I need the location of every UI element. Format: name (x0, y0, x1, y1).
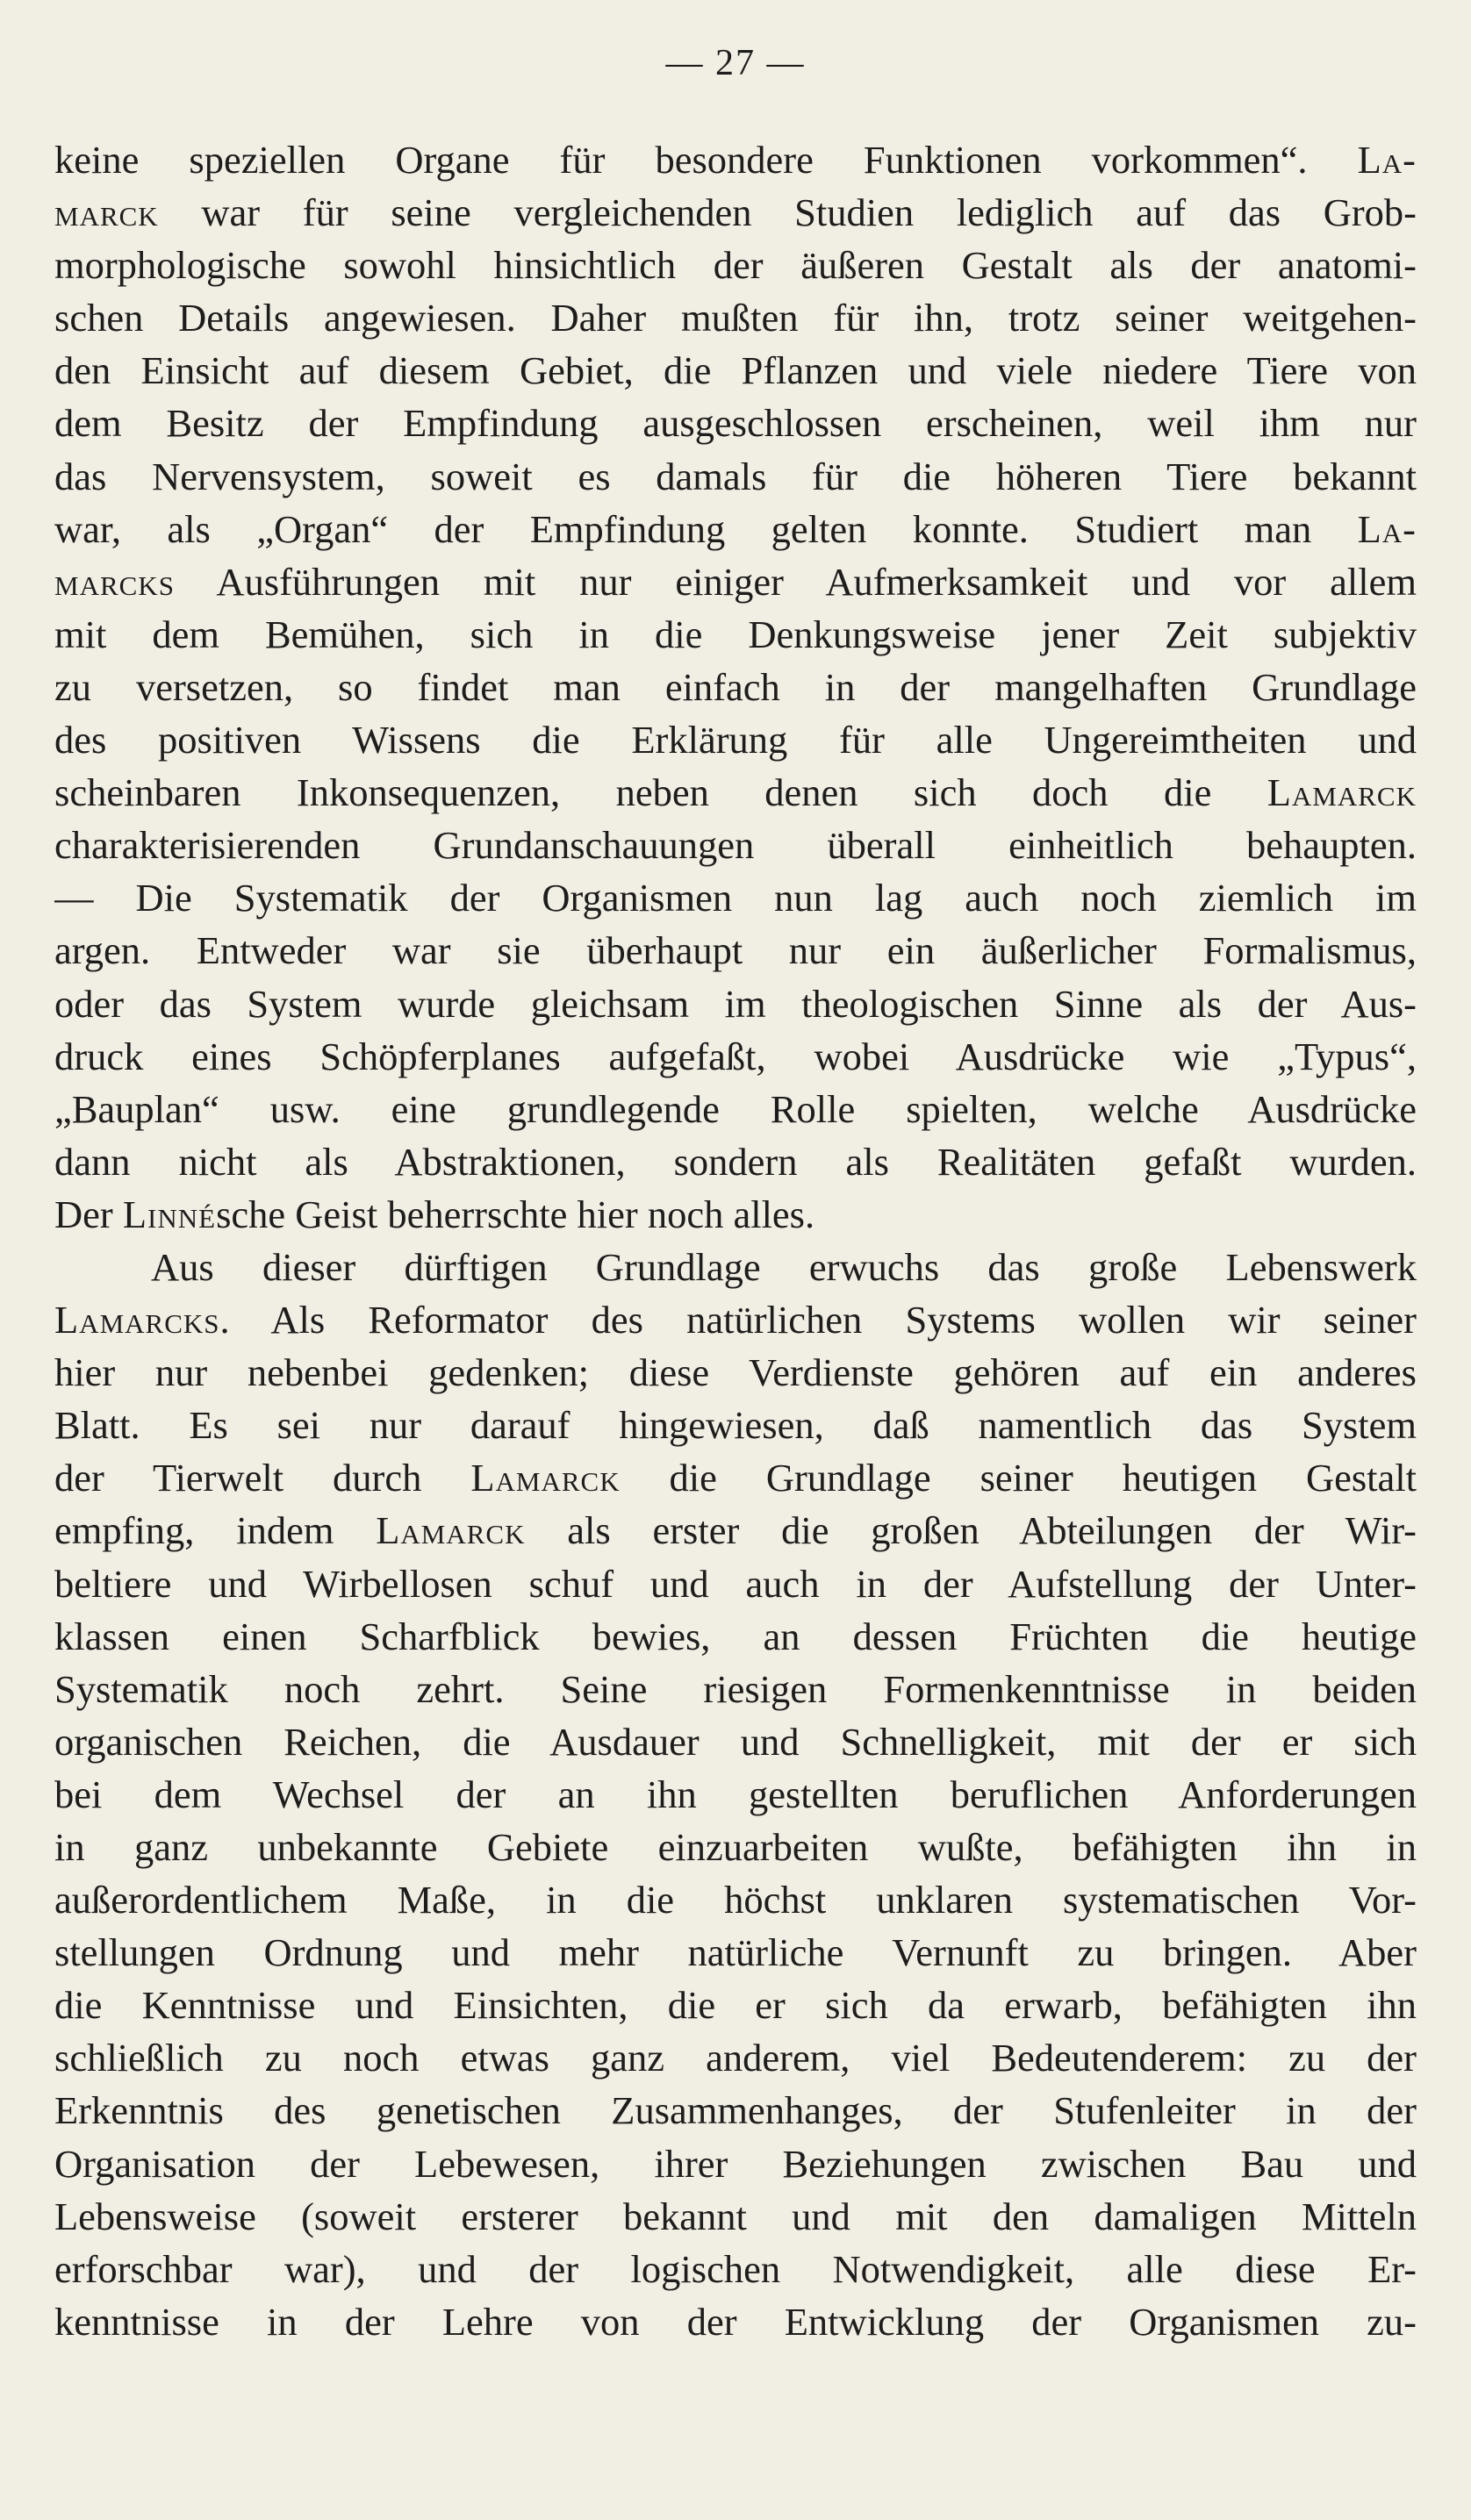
text-segment: druck eines Schöpferplanes aufgefaßt, wobei Ausdrücke wie „Typus“, (54, 1034, 1417, 1078)
text-line (54, 1083, 1417, 1135)
text-line (54, 924, 1417, 977)
text-line (54, 1241, 1417, 1293)
text-line (54, 503, 1417, 555)
text-segment: stellungen Ordnung und mehr natürliche Vernunft zu bringen. Aber (54, 1930, 1417, 1975)
small-caps-name: Lamarck (470, 1456, 621, 1500)
text-line (54, 555, 1417, 608)
text-segment: erforschbar war), und der logischen Notwendigkeit, alle diese Er- (54, 2246, 1417, 2291)
text-segment: klassen einen Scharfblick bewies, an dessen Früchten die heutige (54, 1614, 1417, 1658)
text-line (54, 871, 1417, 924)
text-segment: die Grundlage seiner heutigen Gestalt (620, 1456, 1417, 1500)
text-segment: Blatt. Es sei nur darauf hingewiesen, daß namentlich das System (54, 1403, 1417, 1448)
small-caps-name: Linné (122, 1192, 217, 1236)
text-segment: außerordentlichem Maße, in die höchst unklaren systematischen Vor- (54, 1878, 1417, 1922)
text-line (54, 397, 1417, 449)
text-line (54, 977, 1417, 1030)
text-segment: hier nur nebenbei gedenken; diese Verdienste gehören auf ein anderes (54, 1350, 1417, 1395)
text-segment: war, als „Organ“ der Empfindung gelten konnte. Studiert man (54, 506, 1358, 551)
text-line (54, 1030, 1417, 1083)
text-line (54, 1663, 1417, 1715)
text-line (54, 2190, 1417, 2243)
body-text (54, 133, 1417, 2348)
text-line (54, 1715, 1417, 1768)
text-line (54, 239, 1417, 291)
text-segment: Lebensweise (soweit ersterer bekannt und mit den damaligen Mitteln (54, 2194, 1417, 2238)
text-line (54, 1451, 1417, 1504)
text-line (54, 1821, 1417, 1873)
small-caps-name: Lamarcks (54, 1298, 220, 1342)
text-line (54, 1610, 1417, 1663)
text-segment: bei dem Wechsel der an ihn gestellten beruflichen Anforderungen (54, 1772, 1417, 1816)
text-line (54, 1873, 1417, 1926)
small-caps-name: Lamarck (1266, 770, 1417, 815)
text-line (54, 1293, 1417, 1346)
text-line (54, 2243, 1417, 2295)
text-segment: kenntnisse in der Lehre von der Entwicklung der Organismen zu- (54, 2299, 1417, 2344)
text-segment: schen Details angewiesen. Daher mußten für ihn, trotz seiner weitgehen- (54, 296, 1417, 340)
text-segment: morphologische sowohl hinsichtlich der äußeren Gestalt als der anatomi- (54, 243, 1417, 288)
text-segment: zu versetzen, so findet man einfach in der mangelhaften Grundlage (54, 664, 1417, 709)
text-segment: — Die Systematik der Organismen nun lag auch noch ziemlich im (54, 876, 1417, 920)
text-segment: als erster die großen Abteilungen der Wir- (525, 1508, 1417, 1553)
text-line (54, 1557, 1417, 1610)
text-segment: Ausführungen mit nur einiger Aufmerksamkeit und vor allem (174, 559, 1417, 604)
text-line (54, 713, 1417, 766)
text-segment: beltiere und Wirbellosen schuf und auch in der Aufstellung der Unter- (54, 1561, 1417, 1606)
text-line (54, 819, 1417, 871)
text-segment: dann nicht als Abstraktionen, sondern als Realitäten gefaßt wurden. (54, 1139, 1417, 1184)
text-segment: war für seine vergleichenden Studien lediglich auf das Grob- (158, 190, 1417, 235)
text-segment: in ganz unbekannte Gebiete einzuarbeiten wußte, befähigten ihn in (54, 1825, 1417, 1869)
text-segment: dem Besitz der Empfindung ausgeschlossen erscheinen, weil ihm nur (54, 401, 1417, 446)
text-segment: charakterisierenden Grundanschauungen überall einheitlich behaupten. (54, 823, 1417, 868)
text-segment: den Einsicht auf diesem Gebiet, die Pflanzen und viele niedere Tiere von (54, 348, 1417, 393)
text-segment: Organisation der Lebewesen, ihrer Beziehungen zwischen Bau und (54, 2141, 1417, 2186)
text-segment: argen. Entweder war sie überhaupt nur ein äußerlicher Formalismus, (54, 928, 1417, 973)
text-line (54, 1346, 1417, 1399)
small-caps-name: La- (1357, 506, 1417, 551)
text-segment: empfing, indem (54, 1508, 377, 1553)
text-segment: schließlich zu noch etwas ganz anderem, viel Bedeutenderem: zu der (54, 2036, 1417, 2080)
text-segment: Systematik noch zehrt. Seine riesigen Formenkenntnisse in beiden (54, 1666, 1417, 1711)
small-caps-name: marck (54, 190, 159, 235)
text-line (54, 608, 1417, 661)
text-segment: sche Geist beherrschte hier noch alles. (216, 1192, 815, 1236)
text-segment: mit dem Bemühen, sich in die Denkungsweise jener Zeit subjektiv (54, 612, 1417, 656)
text-line (54, 1399, 1417, 1451)
text-segment: das Nervensystem, soweit es damals für die höheren Tiere bekannt (54, 454, 1417, 498)
text-line (54, 2031, 1417, 2084)
text-segment: scheinbaren Inkonsequenzen, neben denen sich doch die (54, 770, 1267, 815)
text-segment: Der (54, 1192, 123, 1236)
text-segment: Aus dieser dürftigen Grundlage erwuchs das große Lebenswerk (151, 1244, 1417, 1289)
text-line (54, 291, 1417, 344)
text-line (54, 186, 1417, 239)
text-line (54, 1135, 1417, 1188)
text-line (54, 2084, 1417, 2137)
text-segment: „Bauplan“ usw. eine grundlegende Rolle spielten, welche Ausdrücke (54, 1086, 1417, 1131)
text-segment: . Als Reformator des natürlichen Systems wollen wir seiner (219, 1298, 1417, 1342)
text-line (54, 2295, 1417, 2348)
text-line (54, 1504, 1417, 1557)
text-segment: oder das System wurde gleichsam im theologischen Sinne als der Aus- (54, 981, 1417, 1026)
text-segment: die Kenntnisse und Einsichten, die er sich da erwarb, befähigten ihn (54, 1983, 1417, 2028)
small-caps-name: Lamarck (376, 1508, 526, 1553)
text-line (54, 1979, 1417, 2031)
text-line (54, 1926, 1417, 1979)
text-line (54, 2137, 1417, 2190)
text-segment: des positiven Wissens die Erklärung für alle Ungereimtheiten und (54, 718, 1417, 762)
text-segment: keine speziellen Organe für besondere Funktionen vorkommen“. (54, 138, 1358, 182)
text-line (54, 133, 1417, 186)
text-line (54, 1188, 1417, 1241)
text-line (54, 766, 1417, 819)
text-line (54, 344, 1417, 397)
text-segment: organischen Reichen, die Ausdauer und Schnelligkeit, mit der er sich (54, 1719, 1417, 1764)
text-segment: Erkenntnis des genetischen Zusammenhanges, der Stufenleiter in der (54, 2088, 1417, 2133)
page-number: — 27 — (665, 43, 806, 83)
text-line (54, 661, 1417, 713)
small-caps-name: La- (1357, 138, 1417, 182)
small-caps-name: marcks (54, 559, 175, 604)
text-line (54, 450, 1417, 503)
text-segment: der Tierwelt durch (54, 1456, 471, 1500)
text-line (54, 1768, 1417, 1821)
